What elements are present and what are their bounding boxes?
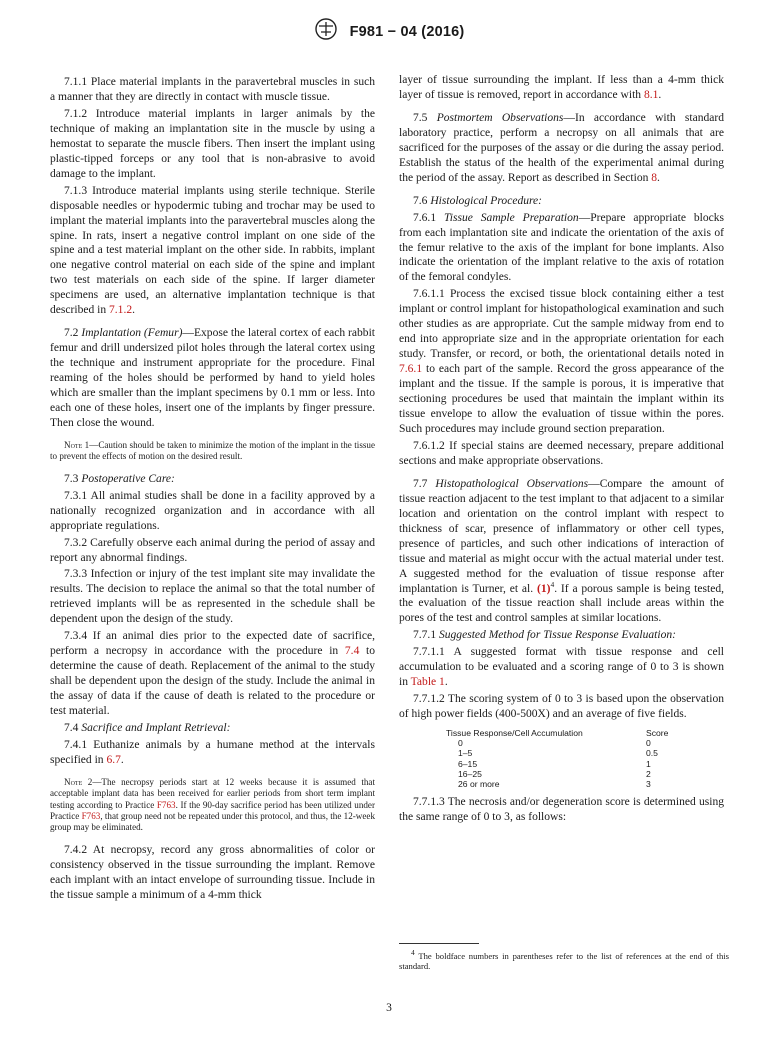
page-header (0, 18, 778, 45)
section-link-7-1-2[interactable]: 7.1.2 (109, 304, 133, 317)
footnote-marker: 4 (550, 579, 555, 589)
section-link-8[interactable]: 8 (651, 171, 658, 184)
paragraph-7-1-2: 7.1.2 Introduce material implants in larger animals by the technique of making an implantation site in the muscle by using a hemostat to separate the muscle fibers. Then insert the implant using plastic-tipped forceps or any tool that is non-abrasive to avoid damage to the implant. (50, 107, 375, 180)
table-link-1[interactable]: Table 1 (410, 676, 445, 689)
document-title: F981 − 04 (2016) (349, 23, 465, 40)
paragraph-7-4-2: 7.4.2 At necropsy, record any gross abnormalities of color or consistency observed in the tissue surrounding the implant. Remove each implant with an intact envelope of surrounding tissue. Include in the tissue sample a minimum of a 4-mm thick (50, 843, 375, 901)
paragraph-7-5: 7.5 Postmortem Observations—In accordance with standard laboratory practice, perform a necropsy on all animals that are sacrificed for the purposes of the assay or die during the assay period. Establish the status of the health of the experimental animal during the period of the assay. Report as described in Section 8. (399, 111, 725, 184)
paragraph-7-3-3: 7.3.3 Infection or injury of the test implant site may invalidate the results. The decision to replace the animal so that the total number of retrieved implants will be as represented in the schedule shall be dependent upon the design of the study. (50, 568, 375, 626)
score-table-header (446, 728, 668, 738)
heading-7-3: 7.3 Postoperative Care: (64, 472, 175, 485)
paragraph-7-3-1: 7.3.1 All animal studies shall be done in a facility approved by a nationally recognized organization and in accordance with all appropriate regulations. (50, 489, 375, 532)
footnote-divider (399, 943, 479, 944)
paragraph-7-3-4: 7.3.4 If an animal dies prior to the expected date of sacrifice, perform a necropsy in accordance with the procedure in 7.4 to determine the cause of death. Replacement of the animal to the study shall be dependent upon the design of the study. Include the animal in the assay of data if the cause of death is related to the procedure or test material. (50, 630, 376, 718)
table-row: 16–25 2 (458, 768, 651, 779)
table-row: 6–15 1 (458, 758, 651, 769)
right-column (399, 73, 724, 827)
col-header-score: Score (646, 728, 669, 739)
paragraph-7-2: 7.2 Implantation (Femur)—Expose the lateral cortex of each rabbit femur and drill undersized pilot holes through the lateral cortex using the technique and instrument appropriate for the procedure. Final reaming of the holes should be performed by hand to yield holes which are smaller than the implant specimens by 0.1 mm or less. Into each one of these holes, insert one of the implants by finger pressure. Then close the wound. (50, 327, 375, 429)
note-2: Note 2—The necropsy periods start at 12 weeks because it is assumed that acceptable implant data has been received for earlier periods from short term implant testing according to Practice F763. If the 90-day sacrifice period has been utilized under Practice F763, that group need not be repeated under this protocol, and thus, the 12-week group may be eliminated. (50, 776, 375, 833)
table-row: 1–5 0.5 (458, 748, 658, 759)
heading-7-4: 7.4 Sacrifice and Implant Retrieval: (64, 721, 231, 734)
paragraph-7-7-1-1: 7.7.1.1 A suggested format with tissue response and cell accumulation to be evaluated and a scoring range of 0 to 3 is shown in Table 1. (399, 646, 724, 689)
paragraph-7-6-1-2: 7.6.1.2 If special stains are deemed necessary, prepare additional sections and make appropriate observations. (399, 439, 724, 467)
paragraph-7-1-3: 7.1.3 Introduce material implants using sterile technique. Sterile disposable needles or hypodermic tubing and trochar may be used to implant the material implants into the paravertebral muscles along the spine. In rats, insert a negative control implant on one side of the spine and a test material implant on the other side. In rabbits, implant one negative control material on each side of the spine and implant two test materials on each side of the spine. If larger diameter specimens are used, an alternative implantation technique is that described in 7.1.2. (50, 184, 375, 317)
astm-logo-icon (314, 18, 338, 45)
section-link-8-1[interactable]: 8.1 (643, 88, 659, 101)
col-header-response: Tissue Response/Cell Accumulation (446, 728, 583, 739)
paragraph-7-6-1-1: 7.6.1.1 Process the excised tissue block containing either a test implant or control implant for histopathological examination and such other studies as are appropriate. Cut the sample midway from end to end into appropriate size and in the appropriate orientation for each study. Transfer, or record, or both, the orientational details noted in 7.6.1 to each part of the sample. Record the gross appearance of the implant and the tissue. If the sample is porous, it is imperative that sectioning procedures be used that maintain the implant within its tissue envelope to allow the evaluation of tissue within the pores. Such procedures may include ground section preparation. (399, 288, 724, 435)
standard-link-f763-second[interactable]: F763 (81, 811, 101, 822)
paragraph-7-7: 7.7 Histopathological Observations—Compare the amount of tissue reaction adjacent to the test implant to that adjacent to a similar location and orientation on the control implant with respect to thickness of scar, presence of inflammatory or other cell types, presence of particles, and such other indications of interaction of tissue and material as might occur with the actual material under test. A suggested method for the evaluation of tissue response after implantation is Turner, et al. $(1)^4$. If a porous sample is being tested, the evaluation of the tissue reaction shall include areas within the pores of the test and control samples at similar locations. (399, 477, 724, 625)
footnote: $^4$ The boldface numbers in parentheses refer to the list of references at the end of this standard. (399, 948, 729, 972)
table-row: 26 or more 3 (458, 779, 651, 790)
paragraph-7-7-1-3: 7.7.1.3 The necrosis and/or degeneration score is determined using the same range of 0 to 3, as follows: (399, 796, 724, 824)
score-table (446, 728, 668, 789)
left-column (50, 75, 375, 905)
section-link-7-4[interactable]: 7.4 (344, 645, 360, 658)
paragraph-7-7-1-2: 7.7.1.2 The scoring system of 0 to 3 is based upon the observation of high power fields (400-500X) and an average of five fields. (399, 693, 724, 721)
section-link-6-7[interactable]: 6.7 (106, 753, 121, 766)
paragraph-7-4-2-continued: layer of tissue surrounding the implant. If less than a 4-mm thick layer of tissue is removed, report in accordance with 8.1. (399, 74, 724, 101)
reference-link-1[interactable]: (1) (536, 582, 551, 595)
paragraph-7-6-1: 7.6.1 Tissue Sample Preparation—Prepare appropriate blocks from each implantation site and indicate the orientation of the axis of the femur relative to the axis of the implant for bone implants. Also indicate the orientation of the implant relative to the axis of rotation of the femoral condyles. (399, 211, 725, 284)
paragraph-7-4-1: 7.4.1 Euthanize animals by a humane method at the intervals specified in 6.7. (50, 738, 375, 766)
standard-link-f763[interactable]: F763 (156, 799, 176, 810)
heading-7-6: 7.6 Histological Procedure: (413, 194, 543, 207)
note-1: Note 1—Caution should be taken to minimize the motion of the implant in the tissue to prevent the effects of motion on the desired result. (50, 439, 375, 462)
section-link-7-6-1[interactable]: 7.6.1 (399, 363, 423, 376)
paragraph-7-3-2: 7.3.2 Carefully observe each animal during the period of assay and report any abnormal findings. (50, 536, 375, 564)
page-number: 3 (386, 1002, 392, 1014)
paragraph-7-1-1: 7.1.1 Place material implants in the paravertebral muscles in such a manner that they are directly in contact with muscle tissue. (50, 76, 375, 103)
heading-7-7-1: 7.7.1 Suggested Method for Tissue Response Evaluation: (413, 629, 676, 642)
table-row: 0 0 (458, 738, 651, 749)
